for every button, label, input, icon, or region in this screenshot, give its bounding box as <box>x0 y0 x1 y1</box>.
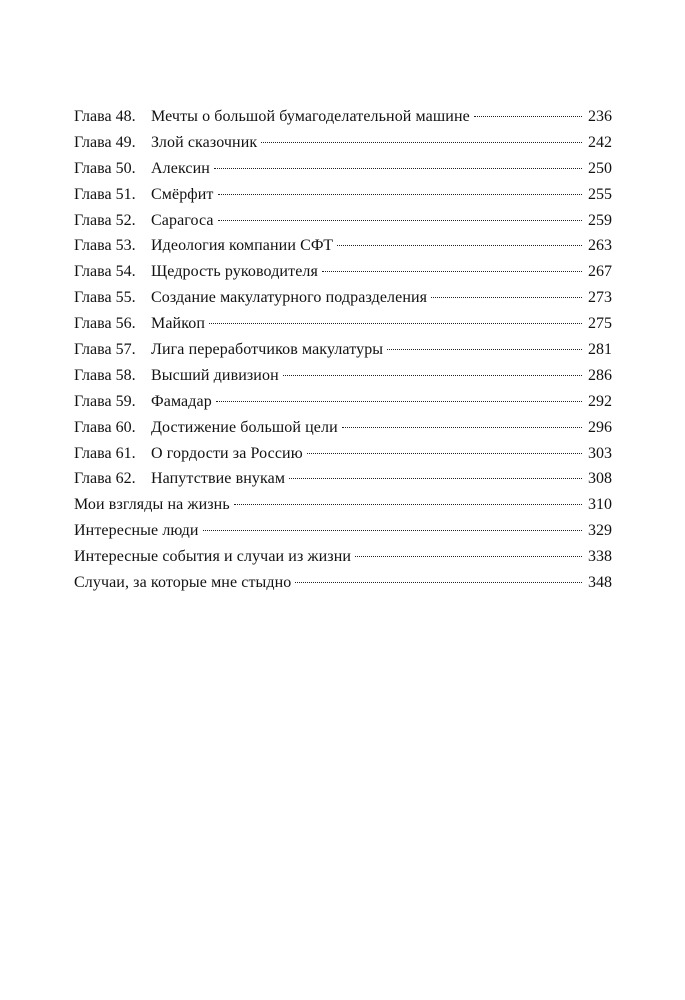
toc-entry <box>74 337 612 363</box>
chapter-number: Глава 59. <box>74 392 136 410</box>
toc-entry <box>74 104 612 130</box>
dot-leader <box>218 194 582 195</box>
dot-leader <box>342 427 582 428</box>
chapter-title: Майкоп <box>151 315 206 333</box>
dot-leader <box>216 401 582 402</box>
chapter-number: Глава 55. <box>74 289 136 307</box>
chapter-number: Глава 52. <box>74 211 136 229</box>
table-of-contents <box>74 104 612 596</box>
chapter-title: Фамадар <box>151 392 212 410</box>
page-number: 286 <box>588 366 612 384</box>
toc-entry <box>74 130 612 156</box>
dot-leader <box>322 271 582 272</box>
toc-entry <box>74 570 612 596</box>
toc-entry <box>74 363 612 389</box>
page-number: 338 <box>588 548 612 566</box>
chapter-number: Глава 49. <box>74 133 136 151</box>
chapter-title: Щедрость руководителя <box>151 263 318 281</box>
chapter-title: Сарагоса <box>151 211 214 229</box>
toc-entry <box>74 259 612 285</box>
page-number: 303 <box>588 444 612 462</box>
page-number: 267 <box>588 263 612 281</box>
chapter-title: О гордости за Россию <box>151 444 303 462</box>
dot-leader <box>307 453 582 454</box>
page-number: 310 <box>588 496 612 514</box>
chapter-number: Глава 57. <box>74 341 136 359</box>
chapter-number: Глава 61. <box>74 444 136 462</box>
page-number: 296 <box>588 418 612 436</box>
chapter-number: Глава 56. <box>74 315 136 333</box>
page-number: 292 <box>588 392 612 410</box>
toc-entry <box>74 415 612 441</box>
chapter-number: Глава 50. <box>74 159 136 177</box>
dot-leader <box>218 220 582 221</box>
chapter-number: Глава 62. <box>74 470 136 488</box>
dot-leader <box>355 556 582 557</box>
page-number: 273 <box>588 289 612 307</box>
dot-leader <box>387 349 582 350</box>
toc-entry <box>74 311 612 337</box>
page-number: 348 <box>588 574 612 592</box>
section-title: Интересные события и случаи из жизни <box>74 548 352 566</box>
chapter-title: Лига переработчиков макулатуры <box>151 341 384 359</box>
dot-leader <box>337 245 582 246</box>
chapter-title: Идеология компании СФТ <box>151 237 334 255</box>
chapter-number: Глава 48. <box>74 108 136 125</box>
page-number: 281 <box>588 341 612 359</box>
toc-entry <box>74 492 612 518</box>
toc-entry <box>74 156 612 182</box>
section-title: Интересные люди <box>74 522 199 540</box>
toc-entry <box>74 208 612 234</box>
page-number: 250 <box>588 159 612 177</box>
chapter-title: Напутствие внукам <box>151 470 286 488</box>
toc-entry <box>74 182 612 208</box>
section-title: Мои взгляды на жизнь <box>74 496 230 514</box>
chapter-number: Глава 51. <box>74 185 136 203</box>
chapter-number: Глава 53. <box>74 237 136 255</box>
page-number: 242 <box>588 133 612 151</box>
chapter-title: Создание макулатурного подразделения <box>151 289 428 307</box>
toc-entry <box>74 389 612 415</box>
chapter-number: Глава 54. <box>74 263 136 281</box>
dot-leader <box>261 142 582 143</box>
toc-entry <box>74 466 612 492</box>
chapter-number: Глава 60. <box>74 418 136 436</box>
dot-leader <box>289 478 582 479</box>
page-number: 263 <box>588 237 612 255</box>
chapter-title: Злой сказочник <box>151 133 258 151</box>
dot-leader <box>203 530 582 531</box>
chapter-title: Достижение большой цели <box>151 418 338 436</box>
toc-entry <box>74 544 612 570</box>
chapter-title: Высший дивизион <box>151 366 279 384</box>
page-number: 329 <box>588 522 612 540</box>
page-number: 308 <box>588 470 612 488</box>
toc-entry <box>74 441 612 467</box>
dot-leader <box>234 504 582 505</box>
dot-leader <box>431 297 582 298</box>
page-number: 236 <box>588 108 612 125</box>
page-number: 259 <box>588 211 612 229</box>
section-title: Случаи, за которые мне стыдно <box>74 574 292 592</box>
dot-leader <box>209 323 582 324</box>
toc-entry <box>74 518 612 544</box>
dot-leader <box>214 168 582 169</box>
chapter-number: Глава 58. <box>74 366 136 384</box>
page-number: 275 <box>588 315 612 333</box>
chapter-title: Смёрфит <box>151 185 214 203</box>
chapter-title: Алексин <box>151 159 210 177</box>
page-number: 255 <box>588 185 612 203</box>
toc-entry <box>74 285 612 311</box>
dot-leader <box>283 375 582 376</box>
toc-entry <box>74 233 612 259</box>
chapter-title: Мечты о большой бумагоделательной машине <box>151 108 470 125</box>
dot-leader <box>295 582 582 583</box>
dot-leader <box>474 116 582 117</box>
